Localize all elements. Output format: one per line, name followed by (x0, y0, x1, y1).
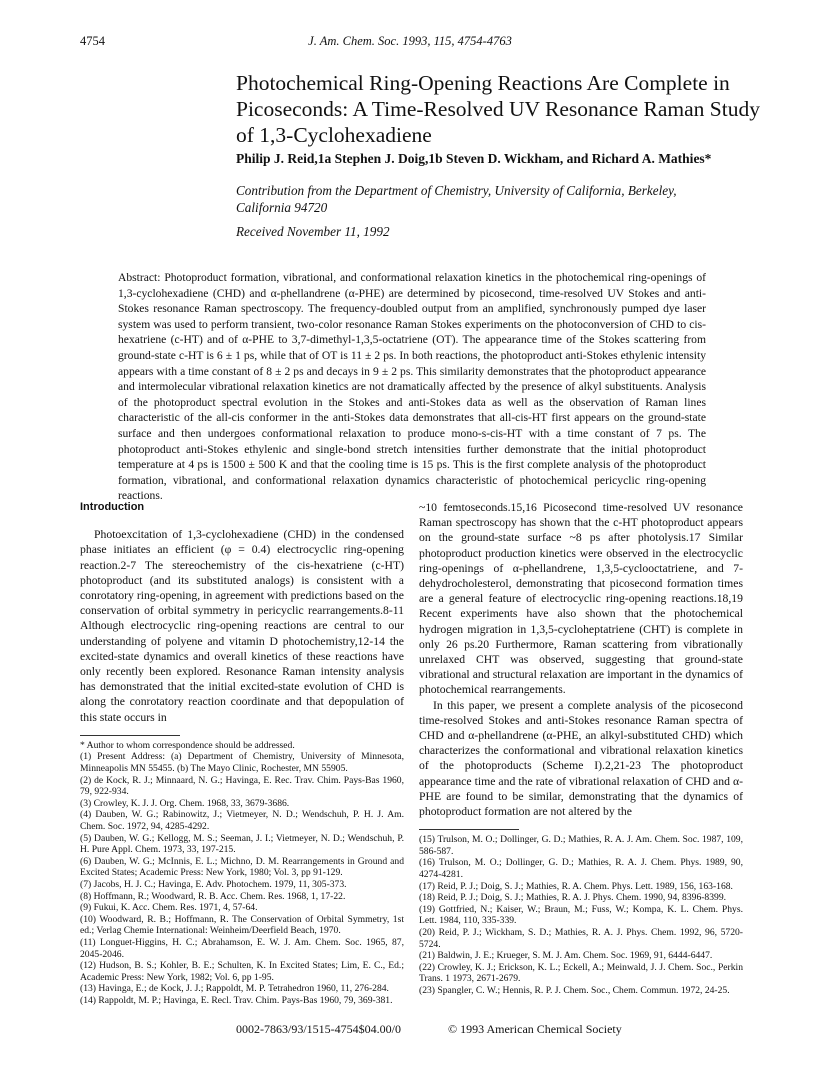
article-title: Photochemical Ring-Opening Reactions Are Complete in Picoseconds: A Time-Resolved UV Resonance Raman Study of 1,3-Cyclohexadiene (236, 71, 760, 147)
footnote: (16) Trulson, M. O.; Dollinger, G. D.; Mathies, R. A. J. Chem. Phys. 1989, 90, 4274-4281. (419, 857, 743, 881)
footnote: (13) Havinga, E.; de Kock, J. J.; Rappoldt, M. P. Tetrahedron 1960, 11, 276-284. (80, 983, 389, 995)
footnote: (20) Reid, P. J.; Wickham, S. D.; Mathies, R. A. J. Phys. Chem. 1992, 96, 5720-5724. (419, 927, 743, 950)
footnote-rule (80, 735, 180, 736)
footnote: (7) Jacobs, H. J. C.; Havinga, E. Adv. Photochem. 1979, 11, 305-373. (80, 878, 347, 890)
footnote: (1) Present Address: (a) Department of Chemistry, University of Minnesota, Minneapolis MN 55455. (b) The Mayo Clinic, Rochester, MN 55905. (80, 751, 404, 775)
footnote: (5) Dauben, W. G.; Kellogg, M. S.; Seeman, J. I.; Vietmeyer, N. D.; Wendschuh, P. H. Pure Appl. Chem. 1973, 33, 197-215. (80, 832, 404, 856)
footnote: (10) Woodward, R. B.; Hoffmann, R. The Conservation of Orbital Symmetry, 1st ed.; Verlag Chemie International: Weinheim/Deerfield Beach, 1970. (80, 913, 404, 937)
received-date: Received November 11, 1992 (236, 224, 390, 239)
article-code: 0002-7863/93/1515-4754$04.00/0 (236, 1022, 401, 1036)
footnotes-left (80, 740, 404, 1007)
body-paragraph: Photoexcitation of 1,3-cyclohexadiene (CHD) in the condensed phase initiates an efficient (φ = 0.4) electrocyclic ring-opening reaction.2-7 The stereochemistry of the cis-hexatriene (c-HT) photoproduct (and its substituted analogs) is consistent with a conrotatory ring-opening, in agreement with predictions based on the conservation of orbital symmetry in pericyclic rearrangements.8-11 Although electrocyclic ring-opening reactions are central to our understanding of polyene and vitamin D photochemistry,12-14 the excited-state dynamics and overall kinetics of these reactions have only recently been explored. Resonance Raman intensity analysis has demonstrated that the initial excited-state evolution of CHD is along the conrotatory reaction coordinate and that depopulation of this state occurs in (80, 528, 404, 724)
footnote: (21) Baldwin, J. E.; Krueger, S. M. J. Am. Chem. Soc. 1969, 91, 6444-6447. (419, 950, 713, 962)
running-head: J. Am. Chem. Soc. 1993, 115, 4754-4763 (308, 34, 512, 48)
footnotes-right (419, 834, 743, 996)
footnote: (6) Dauben, W. G.; McInnis, E. L.; Michno, D. M. Rearrangements in Ground and Excited States; Academic Press: New York, 1980; Vol. 3, pp 91-129. (80, 855, 404, 879)
footnote: (19) Gottfried, N.; Kaiser, W.; Braun, M.; Fuss, W.; Kompa, K. L. Chem. Phys. Lett. 1984, 110, 335-339. (419, 903, 743, 927)
footnote: (18) Reid, P. J.; Doig, S. J.; Mathies, R. A. J. Phys. Chem. 1990, 94, 8396-8399. (419, 892, 727, 904)
footnote: * Author to whom correspondence should be addressed. (80, 739, 295, 751)
footnote: (12) Hudson, B. S.; Kohler, B. E.; Schulten, K. In Excited States; Lim, E. C., Ed.; Academic Press: New York, 1982; Vol. 6, pp 1-95. (80, 960, 404, 983)
footnote: (22) Crowley, K. J.; Erickson, K. L.; Eckell, A.; Meinwald, J. J. Chem. Soc., Perkin Trans. 1 1973, 2671-2679. (419, 961, 743, 985)
footnote: (15) Trulson, M. O.; Dollinger, G. D.; Mathies, R. A. J. Am. Chem. Soc. 1987, 109, 586-587. (419, 834, 743, 857)
affiliation: Contribution from the Department of Chemistry, University of California, Berkeley, California 94720 (236, 183, 677, 215)
body-paragraph: In this paper, we present a complete analysis of the picosecond time-resolved Stokes and anti-Stokes resonance Raman spectra of CHD and α-phellandrene (α-PHE, an alkyl-substituted CHD) which characterizes the conformational and vibrational relaxation kinetics of the photoproducts (Scheme I).2,21-23 The photoproduct appearance time and the rate of vibrational relaxation of CHD and α-PHE are found to be similar, demonstrating that the dynamics of photoproduct formation are not altered by the (419, 698, 743, 819)
footnote-rule (419, 829, 519, 830)
footnote: (9) Fukui, K. Acc. Chem. Res. 1971, 4, 57-64. (80, 902, 258, 914)
copyright: © 1993 American Chemical Society (448, 1022, 622, 1036)
footnote: (11) Longuet-Higgins, H. C.; Abrahamson, E. W. J. Am. Chem. Soc. 1965, 87, 2045-2046. (80, 936, 404, 960)
left-column (80, 500, 404, 1007)
footnote: (2) de Kock, R. J.; Minnaard, N. G.; Havinga, E. Rec. Trav. Chim. Pays-Bas 1960, 79, 922-934. (80, 774, 404, 798)
right-column (419, 500, 743, 997)
footnote: (23) Spangler, C. W.; Hennis, R. P. J. Chem. Soc., Chem. Commun. 1972, 24-25. (419, 984, 730, 996)
footnote: (8) Hoffmann, R.; Woodward, R. B. Acc. Chem. Res. 1968, 1, 17-22. (80, 890, 346, 902)
page-number: 4754 (80, 34, 105, 48)
footnote: (14) Rappoldt, M. P.; Havinga, E. Recl. Trav. Chim. Pays-Bas 1960, 79, 369-381. (80, 994, 393, 1006)
authors: Philip J. Reid,1a Stephen J. Doig,1b Steven D. Wickham, and Richard A. Mathies* (236, 151, 712, 166)
footnote: (17) Reid, P. J.; Doig, S. J.; Mathies, R. A. Chem. Phys. Lett. 1989, 156, 163-168. (419, 880, 733, 892)
footnote: (3) Crowley, K. J. J. Org. Chem. 1968, 33, 3679-3686. (80, 797, 290, 809)
footnote: (4) Dauben, W. G.; Rabinowitz, J.; Vietmeyer, N. D.; Wendschuh, P. H. J. Am. Chem. Soc. 1972, 94, 4285-4292. (80, 809, 404, 832)
abstract: Abstract: Photoproduct formation, vibrational, and conformational relaxation kinetics in the photochemical ring-openings of 1,3-cyclohexadiene (CHD) and α-phellandrene (α-PHE) are determined by picosecond, time-resolved UV Stokes and anti-Stokes resonance Raman spectroscopy. The frequency-doubled output from an amplified, synchronously pumped dye laser system was used to perform transient, two-color resonance Raman Stokes experiments on the photoconversion of CHD to cis-hexatriene (c-HT) and of α-PHE to 3,7-dimethyl-1,3,5-octatriene (OT). The appearance time of the Stokes scattering from ground-state c-HT is 6 ± 1 ps, while that of OT is 11 ± 2 ps. In both reactions, the photoproduct anti-Stokes ethylenic intensity appears with a time constant of 8 ± 2 ps and decays in 9 ± 2 ps. This similarity demonstrates that the photoproduct appearance and intermolecular vibrational relaxation kinetics are not dramatically affected by the presence of alkyl substituents. Analysis of the photoproduct spectral evolution in the Stokes and anti-Stokes data as well as the observation of Raman lines characteristic of the all-cis conformer in the anti-Stokes data demonstrates that all-cis-HT first appears on the ground-state surface and then undergoes conformational relaxation to produce mono-s-cis-HT with a time constant of 7 ps. The photoproduct anti-Stokes ethylenic and single-bond stretch intensities further demonstrate that the initial photoproduct temperature at 4 ps is 1500 ± 500 K and that the cooling time is 15 ps. This is the first complete analysis of the photoproduct formation, vibrational, and conformational relaxation dynamics characteristic of photochemical pericyclic ring-opening reactions. (118, 271, 706, 503)
body-paragraph: ~10 femtoseconds.15,16 Picosecond time-resolved UV resonance Raman spectroscopy has shown that the c-HT photoproduct appears on the ground-state surface ~8 ps after photolysis.17 Similar photoproduct production kinetics were observed in the electrocyclic ring-openings of α-phellandrene, 1,3,5-cyclooctatriene, and 7-dehydrocholesterol, demonstrating that picosecond formation times are a general feature of electrocyclic ring-opening reactions.18,19 Recent experiments have also shown that the photochemical hydrogen migration in 1,3,5-cycloheptatriene (CHT) is complete in only 26 ps.20 Furthermore, Raman scattering from vibrationally unrelaxed CHT was observed, suggesting that ground-state vibrational and structural relaxation are important in the dynamics of photochemical rearrangements. (419, 501, 743, 697)
section-heading: Introduction (80, 501, 145, 513)
